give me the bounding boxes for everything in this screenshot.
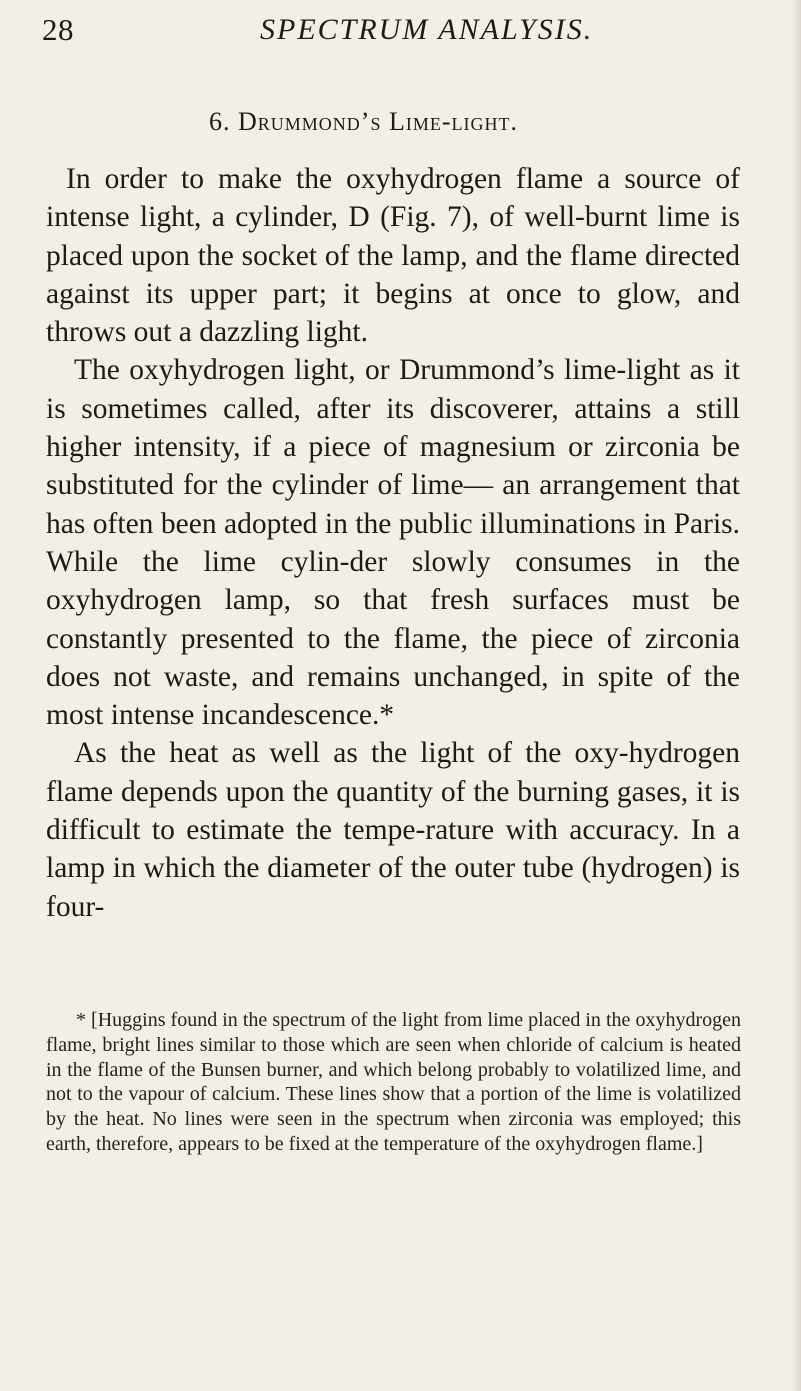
page-edge-shadow [792,0,801,1391]
paragraph: The oxyhydrogen light, or Drummond’s lime-light as it is sometimes called, after its discoverer, attains a still higher intensity, if a piece of magnesium or zirconia be substituted for the cylinder of lime— an arrangement that has often been adopted in the public illuminations in Paris. While the lime cylin-der slowly consumes in the oxyhydrogen lamp, so that fresh surfaces must be constantly presented to the flame, the piece of zirconia does not waste, and remains unchanged, in spite of the most intense incandescence.* [46,354,740,732]
section-heading: 6. Drummond’s Lime-light. [209,107,518,136]
page-number: 28 [42,12,74,47]
page-header [42,8,762,52]
footnote: * [Huggins found in the spectrum of the light from lime placed in the oxyhydrogen flame, bright lines similar to those which are seen when chloride of calcium is heated in the flame of the Bunsen burner, and which belong probably to volatilized lime, and not to the vapour of calcium. These lines show that a portion of the lime is volatilized by the heat. No lines were seen in the spectrum when zirconia was employed; this earth, therefore, appears to be fixed at the temperature of the oxyhydrogen flame.] [46,1009,741,1155]
running-title: SPECTRUM ANALYSIS. [260,13,594,46]
paragraph: As the heat as well as the light of the oxy-hydrogen flame depends upon the quantity of the burning gases, it is difficult to estimate the tempe-rature with accuracy. In a lamp in which the diameter of the outer tube (hydrogen) is four- [46,737,740,923]
paragraph: In order to make the oxyhydrogen flame a source of intense light, a cylinder, D (Fig. 7), of well-burnt lime is placed upon the socket of the lamp, and the flame directed against its upper part; it begins at once to glow, and throws out a dazzling light. [46,163,740,349]
body-text [46,160,740,926]
